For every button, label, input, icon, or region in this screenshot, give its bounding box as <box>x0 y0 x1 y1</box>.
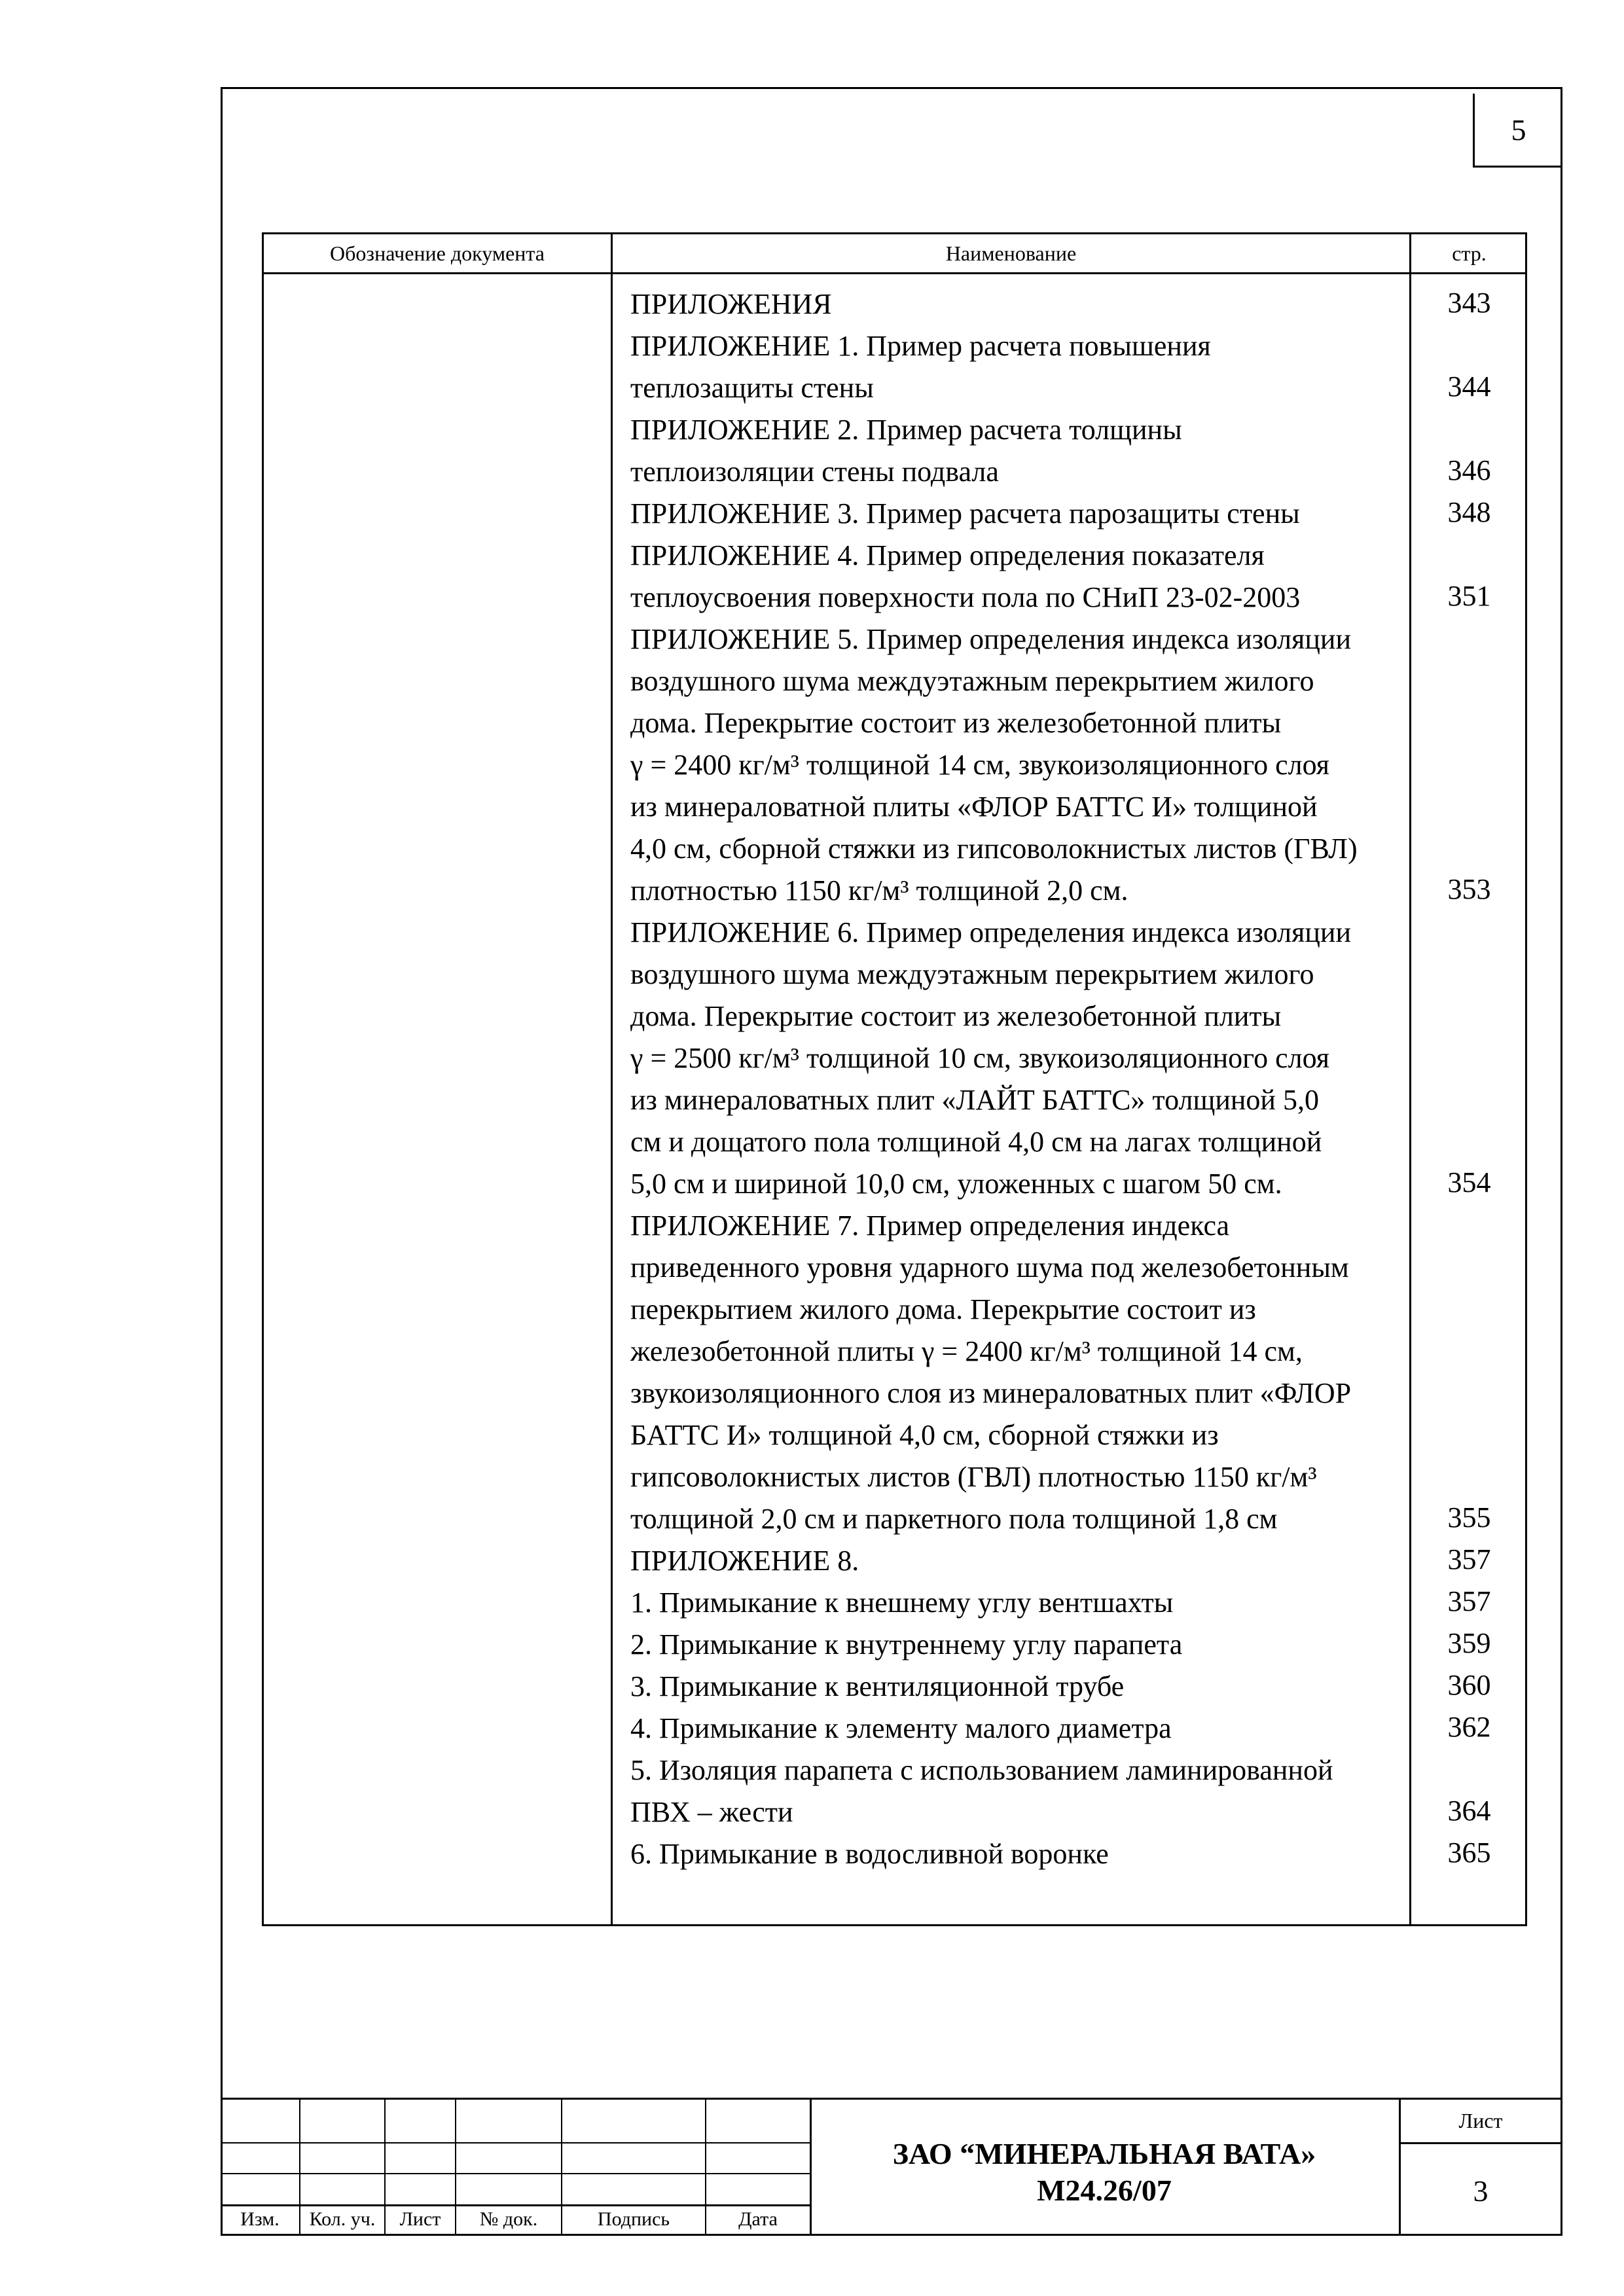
toc-entry-line: γ = 2400 кг/м³ толщиной 14 см, звукоизоляционного слоя <box>630 749 1329 781</box>
toc-entry-line: из минераловатных плит «ЛАЙТ БАТТС» толщиной 5,0 <box>630 1084 1319 1116</box>
stamp-label-doc-no: № док. <box>479 2208 538 2230</box>
toc-entry-line: ПРИЛОЖЕНИЯ <box>630 288 832 320</box>
stamp-label-izm: Изм. <box>240 2208 280 2230</box>
toc-entry-page: 355 <box>1447 1501 1491 1534</box>
toc-entry-line: приведенного уровня ударного шума под железобетонным <box>630 1251 1349 1283</box>
toc-entry-page: 357 <box>1447 1585 1491 1617</box>
toc-entry-line: перекрытием жилого дома. Перекрытие состоит из <box>630 1293 1256 1325</box>
stamp-label-kol-uch: Кол. уч. <box>309 2208 376 2230</box>
toc-entry-line: из минераловатной плиты «ФЛОР БАТТС И» толщиной <box>630 791 1318 823</box>
stamp-label-date: Дата <box>738 2208 778 2230</box>
toc-entry-line: ПРИЛОЖЕНИЕ 2. Пример расчета толщины <box>630 414 1182 446</box>
toc-entry-line: 1. Примыкание к внешнему углу вентшахты <box>630 1587 1174 1619</box>
toc-entry-line: 4. Примыкание к элементу малого диаметра <box>630 1712 1172 1744</box>
toc-entry-line: ПРИЛОЖЕНИЕ 8. <box>630 1545 859 1577</box>
toc-entry-page: 362 <box>1447 1711 1491 1743</box>
toc-entry-page: 359 <box>1447 1627 1491 1659</box>
header-name: Наименование <box>945 241 1077 265</box>
toc-entry-line: 5,0 см и шириной 10,0 см, уложенных с шагом 50 см. <box>630 1168 1282 1200</box>
toc-table <box>262 232 1527 1926</box>
page-number: 5 <box>1473 94 1562 168</box>
company-block <box>810 2136 1399 2209</box>
toc-entry-line: 4,0 см, сборной стяжки из гипсоволокнистых листов (ГВЛ) <box>630 833 1358 865</box>
toc-entry-line: 2. Примыкание к внутреннему углу парапета <box>630 1628 1183 1660</box>
company-name: ЗАО “МИНЕРАЛЬНАЯ ВАТА» <box>892 2137 1316 2170</box>
toc-entry-page: 365 <box>1447 1837 1491 1869</box>
toc-entry-line: теплоусвоения поверхности пола по СНиП 23-02-2003 <box>630 581 1301 613</box>
toc-entry-line: БАТТС И» толщиной 4,0 см, сборной стяжки из <box>630 1419 1219 1451</box>
toc-entry-page: 357 <box>1447 1543 1491 1575</box>
document-code: М24.26/07 <box>1037 2174 1172 2207</box>
toc-entry-page: 364 <box>1447 1795 1491 1827</box>
toc-entry-line: теплоизоляции стены подвала <box>630 456 999 488</box>
toc-entry-line: ПРИЛОЖЕНИЕ 4. Пример определения показателя <box>630 539 1265 571</box>
toc-entry-line: 6. Примыкание в водосливной воронке <box>630 1838 1109 1870</box>
toc-entry-line: дома. Перекрытие состоит из железобетонной плиты <box>630 1000 1282 1032</box>
toc-entry-page: 353 <box>1447 873 1491 905</box>
stamp-label-list: Лист <box>399 2208 441 2230</box>
sheet-label: Лист <box>1458 2109 1503 2132</box>
toc-entry-line: теплозащиты стены <box>630 372 874 404</box>
toc-entry-line: ПРИЛОЖЕНИЕ 7. Пример определения индекса <box>630 1210 1230 1242</box>
title-block <box>221 2098 1562 2236</box>
toc-entry-line: 3. Примыкание к вентиляционной трубе <box>630 1670 1125 1702</box>
toc-entry-line: воздушного шума междуэтажным перекрытием жилого <box>630 958 1314 990</box>
toc-entry-line: 5. Изоляция парапета с использованием ламинированной <box>630 1754 1333 1786</box>
stamp-row-line <box>221 2173 810 2174</box>
toc-entry-page: 354 <box>1447 1166 1491 1198</box>
toc-entry-page: 344 <box>1447 370 1491 403</box>
header-page: стр. <box>1452 241 1487 265</box>
toc-entry-line: звукоизоляционного слоя из минераловатных плит «ФЛОР <box>630 1377 1352 1409</box>
toc-entry-line: ПРИЛОЖЕНИЕ 6. Пример определения индекса изоляции <box>630 916 1352 948</box>
header-divider <box>264 272 1525 274</box>
header-designation: Обозначение документа <box>330 241 545 265</box>
toc-entry-line: γ = 2500 кг/м³ толщиной 10 см, звукоизоляционного слоя <box>630 1042 1329 1074</box>
toc-entry-line: ПРИЛОЖЕНИЕ 5. Пример определения индекса изоляции <box>630 623 1352 655</box>
sheet-number: 3 <box>1473 2174 1489 2208</box>
toc-entry-page: 346 <box>1447 454 1491 486</box>
toc-entry-line: ПРИЛОЖЕНИЕ 1. Пример расчета повышения <box>630 330 1211 362</box>
toc-entry-line: ПВХ – жести <box>630 1796 793 1828</box>
toc-entry-page: 348 <box>1447 496 1491 528</box>
toc-entry-page: 351 <box>1447 580 1491 612</box>
toc-entry-line: ПРИЛОЖЕНИЕ 3. Пример расчета парозащиты стены <box>630 497 1300 529</box>
column-divider <box>611 234 613 1924</box>
toc-entry-line: плотностью 1150 кг/м³ толщиной 2,0 см. <box>630 874 1128 906</box>
stamp-row-line <box>221 2142 810 2144</box>
toc-entry-page: 360 <box>1447 1669 1491 1701</box>
toc-entry-line: дома. Перекрытие состоит из железобетонной плиты <box>630 707 1282 739</box>
toc-entry-line: см и дощатого пола толщиной 4,0 см на лагах толщиной <box>630 1126 1322 1158</box>
toc-entry-page: 343 <box>1447 287 1491 319</box>
toc-entry-line: воздушного шума междуэтажным перекрытием жилого <box>630 665 1314 697</box>
toc-entry-line: железобетонной плиты γ = 2400 кг/м³ толщиной 14 см, <box>630 1335 1303 1367</box>
toc-entry-line: гипсоволокнистых листов (ГВЛ) плотностью 1150 кг/м³ <box>630 1461 1317 1493</box>
stamp-label-signature: Подпись <box>597 2208 670 2230</box>
toc-entry-line: толщиной 2,0 см и паркетного пола толщиной 1,8 см <box>630 1503 1278 1535</box>
